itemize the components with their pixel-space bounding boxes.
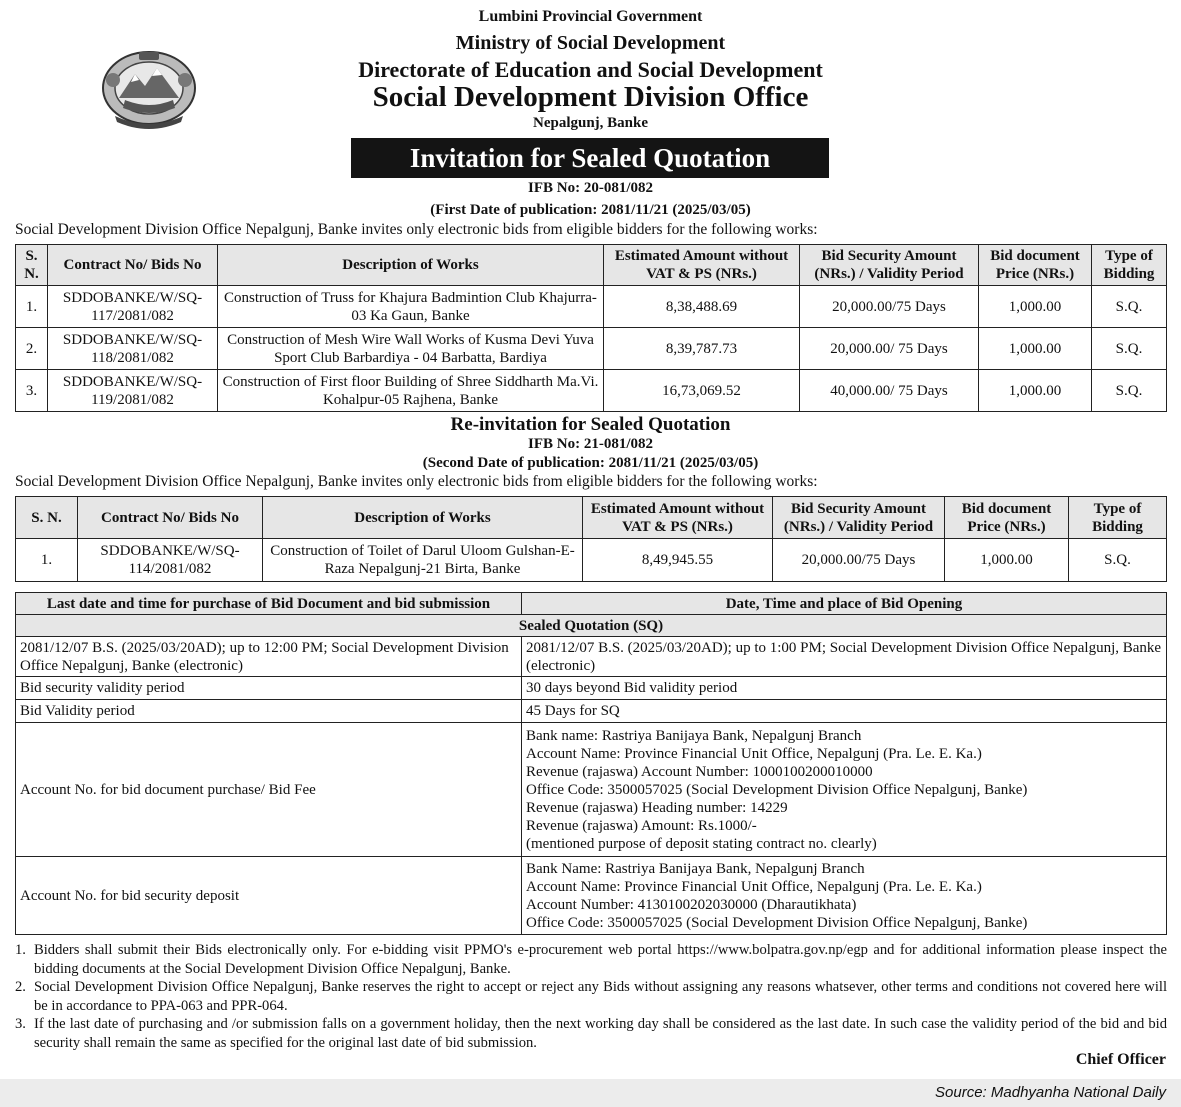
- cell-type: S.Q.: [1092, 328, 1167, 370]
- table-row: [16, 286, 1167, 328]
- col-contract: Contract No/ Bids No: [78, 497, 263, 539]
- note-number: 3.: [15, 1016, 26, 1032]
- cell-type: S.Q.: [1092, 370, 1167, 412]
- note-number: 2.: [15, 979, 26, 995]
- col-estimated: Estimated Amount without VAT & PS (NRs.): [583, 497, 773, 539]
- signature-chief-officer: Chief Officer: [1075, 1051, 1166, 1068]
- security-validity-value: 30 days beyond Bid validity period: [522, 677, 1167, 700]
- col-sn: S. N.: [16, 497, 78, 539]
- cell-doc-price: 1,000.00: [945, 539, 1069, 582]
- cell-doc-price: 1,000.00: [979, 286, 1092, 328]
- table-row: [16, 700, 1167, 723]
- col-description: Description of Works: [218, 245, 604, 286]
- reinvitation-title: Re-invitation for Sealed Quotation: [450, 414, 731, 435]
- table-row: [16, 723, 1167, 857]
- cell-sn: 1.: [16, 539, 78, 582]
- fee-account-line: Revenue (rajaswa) Heading number: 14229: [526, 799, 788, 816]
- fee-account-line: Revenue (rajaswa) Amount: Rs.1000/-: [526, 817, 757, 834]
- security-validity-label: Bid security validity period: [16, 677, 522, 700]
- fee-account-line: (mentioned purpose of deposit stating contract no. clearly): [526, 835, 877, 852]
- col-doc-price: Bid document Price (NRs.): [945, 497, 1069, 539]
- col-contract: Contract No/ Bids No: [48, 245, 218, 286]
- notes-list: [15, 941, 1167, 1052]
- directorate-heading: Directorate of Education and Social Development: [358, 57, 823, 82]
- schedule-table: [15, 592, 1167, 935]
- cell-doc-price: 1,000.00: [979, 370, 1092, 412]
- provincial-government-heading: Lumbini Provincial Government: [478, 8, 703, 25]
- table-row: [16, 328, 1167, 370]
- cell-description: Construction of Truss for Khajura Badmintion Club Khajurra- 03 Ka Gaun, Banke: [218, 286, 604, 328]
- publication-date-2: (Second Date of publication: 2081/11/21 (2025/03/05): [422, 455, 759, 471]
- note-text: If the last date of purchasing and /or submission falls on a government holiday, then the next working day shall be considered as the last date. In such case the validity period of the bid and bid security shall remain the same as specified for the original last date of bid submission.: [34, 1016, 1167, 1051]
- note-number: 1.: [15, 942, 26, 958]
- fee-account-line: Office Code: 3500057025 (Social Development Division Office Nepalgunj, Banke): [526, 781, 1028, 798]
- col-security: Bid Security Amount (NRs.) / Validity Period: [800, 245, 979, 286]
- col-type: Type of Bidding: [1069, 497, 1167, 539]
- ifb-number-1: IFB No: 20-081/082: [528, 180, 653, 196]
- ministry-heading: Ministry of Social Development: [455, 32, 726, 54]
- col-type: Type of Bidding: [1092, 245, 1167, 286]
- office-location: Nepalgunj, Banke: [532, 115, 649, 131]
- table-row: [16, 370, 1167, 412]
- intro-text-1: Social Development Division Office Nepalgunj, Banke invites only electronic bids from eligible bidders for the following works:: [15, 221, 818, 238]
- cell-description: Construction of Toilet of Darul Uloom Gulshan-E-Raza Nepalgunj-21 Birta, Banke: [263, 539, 583, 582]
- intro-text-2: Social Development Division Office Nepalgunj, Banke invites only electronic bids from eligible bidders for the following works:: [15, 473, 818, 490]
- cell-type: S.Q.: [1092, 286, 1167, 328]
- schedule-opening-header: Date, Time and place of Bid Opening: [522, 593, 1167, 615]
- list-item: [15, 1015, 1167, 1052]
- list-item: [15, 941, 1167, 978]
- office-heading: Social Development Division Office: [372, 81, 809, 113]
- cell-security: 20,000.00/ 75 Days: [800, 328, 979, 370]
- cell-sn: 3.: [16, 370, 48, 412]
- table-row: [16, 677, 1167, 700]
- deposit-account-line: Account Name: Province Financial Unit Office, Nepalgunj (Pra. Le. E. Ka.): [526, 878, 982, 895]
- table-row: [16, 637, 1167, 677]
- deposit-account-line: Account Number: 4130100202030000 (Dharautikhata): [526, 896, 857, 913]
- cell-type: S.Q.: [1069, 539, 1167, 582]
- works-table-1: [15, 244, 1167, 412]
- deposit-account-line: Office Code: 3500057025 (Social Development Division Office Nepalgunj, Banke): [526, 914, 1028, 931]
- cell-estimated: 8,38,488.69: [604, 286, 800, 328]
- col-estimated: Estimated Amount without VAT & PS (NRs.): [604, 245, 800, 286]
- note-text: Social Development Division Office Nepalgunj, Banke reserves the right to accept or reject any Bids without assigning any reasons whatsever, other terms and conditions not covered here will be in accordance to PPA-063 and PPR-064.: [34, 979, 1167, 1014]
- fee-account-line: Account Name: Province Financial Unit Office, Nepalgunj (Pra. Le. E. Ka.): [526, 745, 982, 762]
- opening-datetime: 2081/12/07 B.S. (2025/03/20AD); up to 1:00 PM; Social Development Division Office Nepalgunj, Banke (electronic): [522, 637, 1167, 677]
- cell-estimated: 8,39,787.73: [604, 328, 800, 370]
- table-row: [16, 857, 1167, 935]
- cell-description: Construction of Mesh Wire Wall Works of Kusma Devi Yuva Sport Club Barbardiya - 04 Barbatta, Bardiya: [218, 328, 604, 370]
- publication-date-1: (First Date of publication: 2081/11/21 (2025/03/05): [430, 202, 751, 218]
- fee-account-label: Account No. for bid document purchase/ Bid Fee: [16, 723, 522, 857]
- fee-account-line: Revenue (rajaswa) Account Number: 1000100200010000: [526, 763, 873, 780]
- cell-sn: 2.: [16, 328, 48, 370]
- schedule-subheader: Sealed Quotation (SQ): [16, 615, 1167, 637]
- deposit-account-line: Bank Name: Rastriya Banijaya Bank, Nepalgunj Branch: [526, 860, 865, 877]
- cell-contract: SDDOBANKE/W/SQ-114/2081/082: [78, 539, 263, 582]
- works-table-2: [15, 496, 1167, 582]
- cell-estimated: 8,49,945.55: [583, 539, 773, 582]
- col-security: Bid Security Amount (NRs.) / Validity Period: [773, 497, 945, 539]
- fee-account-details: [522, 723, 1167, 857]
- col-description: Description of Works: [263, 497, 583, 539]
- ifb-number-2: IFB No: 21-081/082: [528, 436, 653, 452]
- list-item: [15, 978, 1167, 1015]
- note-text: Bidders shall submit their Bids electronically only. For e-bidding visit PPMO's e-procurement web portal https://www.bolpatra.gov.np/egp and for additional information please inspect the bidding documents at the Social Development Division Office Nepalgunj, Banke.: [34, 942, 1167, 977]
- cell-security: 20,000.00/75 Days: [800, 286, 979, 328]
- cell-sn: 1.: [16, 286, 48, 328]
- deposit-account-details: [522, 857, 1167, 935]
- cell-estimated: 16,73,069.52: [604, 370, 800, 412]
- col-sn: S. N.: [16, 245, 48, 286]
- col-doc-price: Bid document Price (NRs.): [979, 245, 1092, 286]
- source-credit: Source: Madhyanha National Daily: [935, 1084, 1166, 1101]
- cell-description: Construction of First floor Building of Shree Siddharth Ma.Vi. Kohalpur-05 Rajhena, Banke: [218, 370, 604, 412]
- invitation-title-banner: Invitation for Sealed Quotation: [351, 138, 829, 178]
- cell-security: 20,000.00/75 Days: [773, 539, 945, 582]
- schedule-submission-header: Last date and time for purchase of Bid Document and bid submission: [16, 593, 522, 615]
- table-row: [16, 539, 1167, 582]
- cell-contract: SDDOBANKE/W/SQ-118/2081/082: [48, 328, 218, 370]
- cell-contract: SDDOBANKE/W/SQ-117/2081/082: [48, 286, 218, 328]
- cell-security: 40,000.00/ 75 Days: [800, 370, 979, 412]
- cell-contract: SDDOBANKE/W/SQ-119/2081/082: [48, 370, 218, 412]
- bid-validity-value: 45 Days for SQ: [522, 700, 1167, 723]
- bid-validity-label: Bid Validity period: [16, 700, 522, 723]
- deposit-account-label: Account No. for bid security deposit: [16, 857, 522, 935]
- cell-doc-price: 1,000.00: [979, 328, 1092, 370]
- submission-deadline: 2081/12/07 B.S. (2025/03/20AD); up to 12:00 PM; Social Development Division Office Nepalgunj, Banke (electronic): [16, 637, 522, 677]
- fee-account-line: Bank name: Rastriya Banijaya Bank, Nepalgunj Branch: [526, 727, 862, 744]
